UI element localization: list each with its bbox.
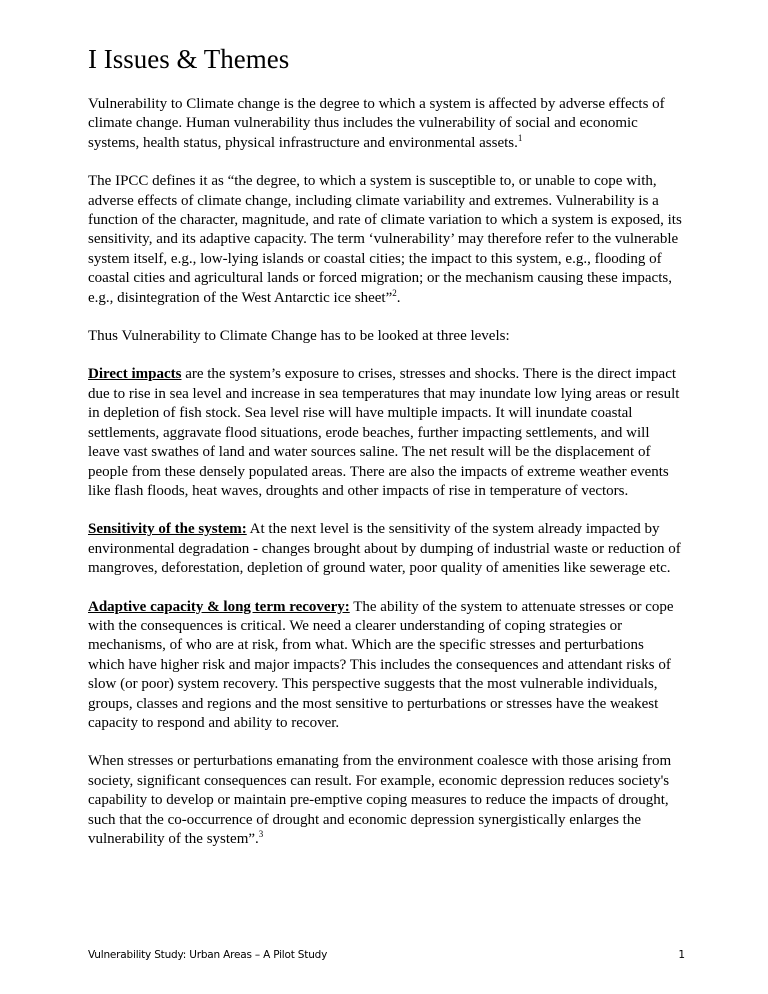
paragraph-text: The IPCC defines it as “the degree, to which a system is susceptible to, or unable to cope with, adverse effects of climate change, including climate variability and extremes. Vulnerability is a function of the character, magnitude, and rate of climate variation to which a system is exposed, its sensitivity, and its adaptive capacity. The term ‘vulnerability’ may therefore refer to the vulnerable system itself, e.g., low-lying islands or coastal cities; the impact to this system, e.g., flooding of coastal cities and agricultural lands or forced migration; or the mechanism causing these impacts, e.g., disintegration of the West Antarctic ice sheet”: [88, 173, 682, 306]
paragraph-ipcc-definition: [88, 172, 683, 308]
paragraph-text: are the system’s exposure to crises, stresses and shocks. There is the direct impact due to rise in sea level and increase in sea temperatures that may inundate low lying areas or result in depletion of fish stock. Sea level rise will have multiple impacts. It will inundate coastal settlements, aggravate flood situations, erode beaches, further impacting settlements, and will leave vast swathes of land and water sources saline. The net result will be the displacement of people from these densely populated areas. There are also the impacts of extreme weather events like flash floods, heat waves, droughts and other impacts of rise in temperature of vectors.: [88, 366, 680, 499]
paragraph-text: When stresses or perturbations emanating from the environment coalesce with those arising from society, significant consequences can result. For example, economic depression reduces society's capability to develop or maintain pre-emptive coping measures to reduce the impacts of drought, such that the co-occurrence of drought and economic depression synergistically enlarges the vulnerability of the system”.: [88, 753, 672, 847]
paragraph-adaptive-capacity: [88, 598, 683, 734]
section-heading: I Issues & Themes: [88, 44, 290, 74]
paragraph-definition: [88, 95, 683, 153]
page-number: 1: [678, 949, 685, 961]
footnote-ref-3[interactable]: 3: [258, 829, 264, 839]
sensitivity-lead: Sensitivity of the system:: [88, 521, 247, 538]
footer-title: Vulnerability Study: Urban Areas – A Pilot Study: [88, 949, 328, 961]
direct-impacts-lead: Direct impacts: [88, 366, 182, 383]
paragraph-tail: .: [396, 289, 401, 306]
paragraph-sensitivity: [88, 520, 683, 578]
paragraph-stresses: [88, 752, 683, 849]
paragraph-text: Vulnerability to Climate change is the degree to which a system is affected by adverse effects of climate change. Human vulnerability thus includes the vulnerability of social and economic systems, health status, physical infrastructure and environmental assets.: [88, 96, 665, 151]
paragraph-text: At the next level is the sensitivity of the system already impacted by environmental degradation - changes brought about by dumping of industrial waste or reduction of mangroves, deforestation, depletion of ground water, poor quality of amenities like sewerage etc.: [88, 521, 681, 577]
adaptive-capacity-lead: Adaptive capacity & long term recovery:: [88, 598, 350, 615]
body-text: [88, 95, 683, 868]
footnote-ref-2[interactable]: 2: [392, 287, 397, 298]
paragraph-three-levels: Thus Vulnerability to Climate Change has to be looked at three levels:: [88, 328, 510, 345]
footnote-ref-1[interactable]: 1: [517, 132, 523, 143]
paragraph-text: The ability of the system to attenuate stresses or cope with the consequences is critical. We need a clearer understanding of coping strategies or mechanisms, of who are at risk, from what. Which are the specific stresses and perturbations which have higher risk and major impacts? This includes the consequences and attendant risks of slow (or poor) system recovery. This perspective suggests that the most vulnerable individuals, groups, classes and regions and the most sensitive to perturbations or stresses have the weakest capacity to respond and ability to recover.: [88, 598, 674, 731]
paragraph-direct-impacts: [88, 365, 683, 501]
